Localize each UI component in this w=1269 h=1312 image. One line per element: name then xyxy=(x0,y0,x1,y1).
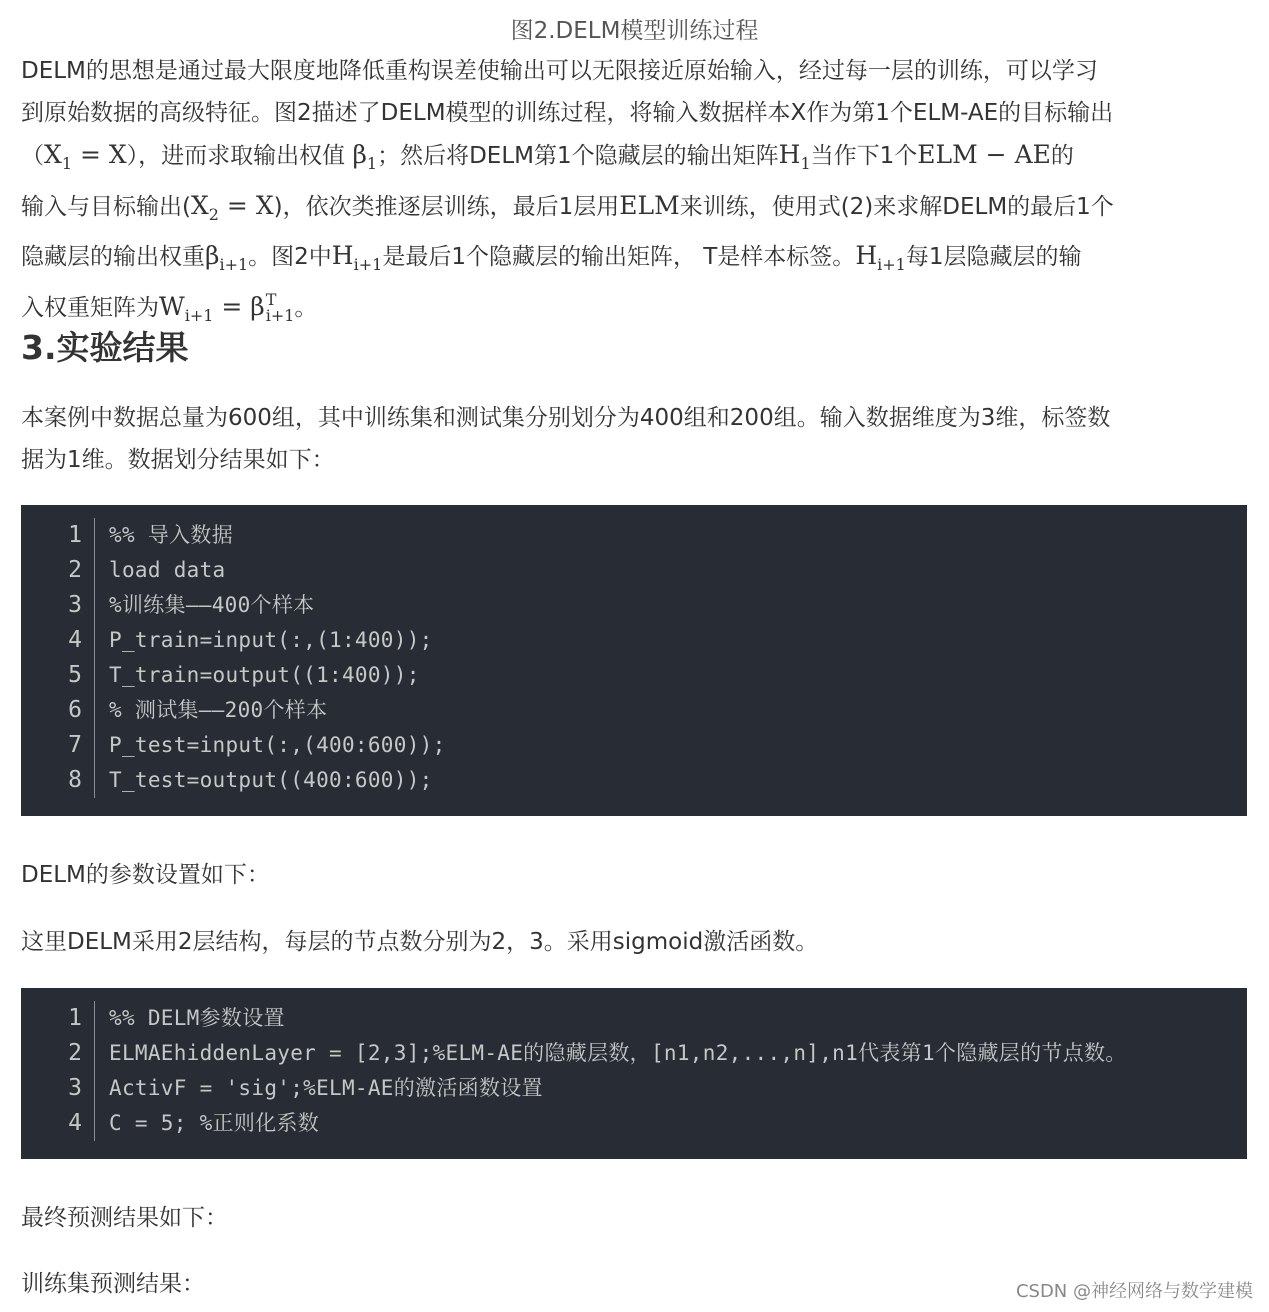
code-text: %% DELM参数设置 xyxy=(109,1006,285,1030)
line-number: 1 xyxy=(21,1001,95,1036)
code-text: T_test=output((400:600)); xyxy=(109,768,433,792)
csdn-watermark: CSDN @神经网络与数学建模 xyxy=(1015,1281,1253,1302)
math-elm: ELM xyxy=(619,190,680,220)
section-heading: 3.实验结果 xyxy=(21,328,189,367)
code-block-data-import[interactable] xyxy=(21,505,1247,816)
text-fragment: （ xyxy=(21,143,44,169)
code-line xyxy=(21,1036,1247,1071)
line-number: 7 xyxy=(21,728,95,763)
figure-caption: 图2.DELM模型训练过程 xyxy=(510,18,759,44)
line-number: 3 xyxy=(21,1071,95,1106)
line-number: 8 xyxy=(21,763,95,798)
text-fragment: )，依次类推逐层训练，最后1层用 xyxy=(273,193,620,220)
text-fragment: 。 xyxy=(294,294,318,321)
text-fragment: 的 xyxy=(1050,143,1074,169)
text-fragment: 当作下1个 xyxy=(810,143,918,169)
math-w-equation: $W_{i+1} = \beta$ T i+1 xyxy=(159,290,295,325)
code-text: ELMAEhiddenLayer = [2,3];%ELM-AE的隐藏层数，[n1,n2,...,n],n1代表第1个隐藏层的节点数。 xyxy=(109,1041,1127,1065)
code-line xyxy=(21,693,1247,728)
line-number: 1 xyxy=(21,518,95,553)
intro-line-5 xyxy=(21,235,1249,286)
code-line xyxy=(21,658,1247,693)
code-line xyxy=(21,553,1247,588)
code-line xyxy=(21,1001,1247,1036)
code-line xyxy=(21,728,1247,763)
math-x2: $X_2 = X$ xyxy=(190,190,274,224)
code-line xyxy=(21,1106,1247,1141)
line-number: 4 xyxy=(21,623,95,658)
text-fragment: ），进而求取输出权值 xyxy=(126,143,353,169)
text-fragment: 每1层隐藏层的输 xyxy=(905,244,1082,270)
line-number: 2 xyxy=(21,1036,95,1071)
intro-line-4 xyxy=(21,185,1249,236)
data-split-paragraph xyxy=(21,398,1249,481)
line-number: 5 xyxy=(21,658,95,693)
final-result-text: 最终预测结果如下： xyxy=(21,1205,228,1231)
text-fragment: ；然后将DELM第1个隐藏层的输出矩阵 xyxy=(377,143,779,169)
code-line xyxy=(21,623,1247,658)
intro-line-1: DELM的思想是通过最大限度地降低重构误差使输出可以无限接近原始输入，经过每一层的训练，可以学习 xyxy=(21,58,1098,84)
intro-paragraph xyxy=(21,51,1249,336)
math-x1: $X_1 = X$ xyxy=(44,140,127,173)
math-h-i1: $H_{i+1}$ xyxy=(331,241,383,274)
text-fragment: 是最后1个隐藏层的输出矩阵， T是样本标签。 xyxy=(382,244,856,270)
math-beta-i1: $\beta_{i+1}$ xyxy=(205,241,249,274)
text-fragment: 来训练，使用式(2)来求解DELM的最后1个 xyxy=(679,193,1114,220)
line-number: 4 xyxy=(21,1106,95,1141)
math-h-i1-second: $H_{i+1}$ xyxy=(855,241,906,274)
code-text: C = 5; %正则化系数 xyxy=(109,1111,320,1135)
code-text: % 测试集——200个样本 xyxy=(109,698,328,722)
intro-line-2: 到原始数据的高级特征。图2描述了DELM模型的训练过程，将输入数据样本X作为第1个ELM-AE的目标输出 xyxy=(21,99,1114,126)
text-fragment: 。图2中 xyxy=(248,244,332,270)
intro-line-3 xyxy=(21,134,1249,185)
code-text: T_train=output((1:400)); xyxy=(109,663,420,687)
line-number: 3 xyxy=(21,588,95,623)
data-split-line-1: 本案例中数据总量为600组，其中训练集和测试集分别划分为400组和200组。输入数据维度为3维，标签数 xyxy=(21,405,1111,431)
code-line xyxy=(21,1071,1247,1106)
code-text: P_train=input(:,(1:400)); xyxy=(109,628,433,652)
code-line xyxy=(21,518,1247,553)
math-beta1: $\beta_1$ xyxy=(352,140,378,173)
line-number: 2 xyxy=(21,553,95,588)
math-elm-ae: ELM − AE xyxy=(917,140,1051,169)
train-result-text: 训练集预测结果： xyxy=(21,1271,205,1297)
param-intro-text: DELM的参数设置如下： xyxy=(21,862,270,888)
text-fragment: 隐藏层的输出权重 xyxy=(21,244,205,270)
code-text: load data xyxy=(109,558,226,582)
line-number: 6 xyxy=(21,693,95,728)
structure-paragraph: 这里DELM采用2层结构，每层的节点数分别为2，3。采用sigmoid激活函数。 xyxy=(21,929,819,955)
intro-line-6 xyxy=(21,286,1249,337)
code-line xyxy=(21,588,1247,623)
data-split-line-2: 据为1维。数据划分结果如下： xyxy=(21,446,335,473)
text-fragment: 入权重矩阵为 xyxy=(21,294,159,321)
code-line xyxy=(21,763,1247,798)
code-text: %训练集——400个样本 xyxy=(109,593,315,617)
math-h1: $H_1$ xyxy=(778,140,811,173)
text-fragment: 输入与目标输出( xyxy=(21,193,191,220)
code-block-params[interactable] xyxy=(21,988,1247,1159)
code-text: %% 导入数据 xyxy=(109,523,234,547)
code-text: ActivF = 'sig';%ELM-AE的激活函数设置 xyxy=(109,1076,543,1100)
code-text: P_test=input(:,(400:600)); xyxy=(109,733,446,757)
